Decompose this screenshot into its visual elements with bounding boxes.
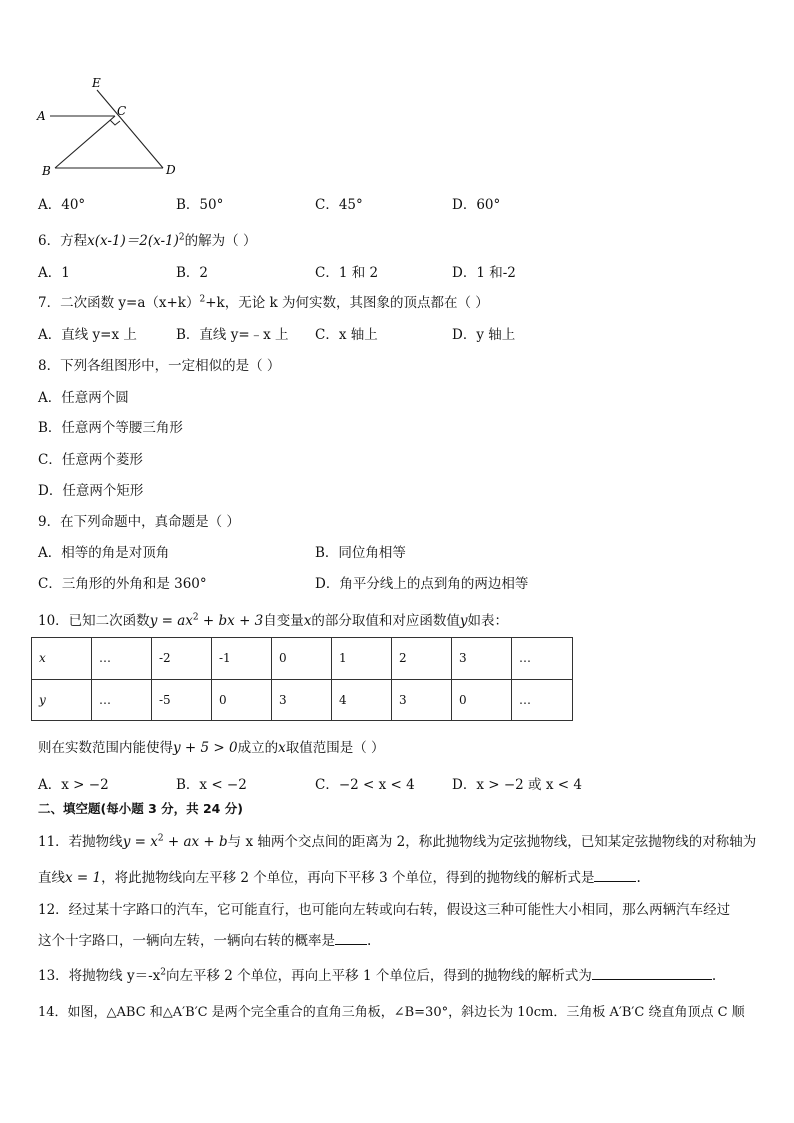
q6-option-c[interactable]: C．1 和 2 xyxy=(315,265,379,281)
table-cell: -2 xyxy=(152,638,212,680)
q8-option-b[interactable]: B．任意两个等腰三角形 xyxy=(38,420,183,436)
table-cell: … xyxy=(92,679,152,721)
q6-option-a[interactable]: A．1 xyxy=(38,265,70,281)
q10-value-table xyxy=(31,637,573,721)
q12-line1: 12．经过某十字路口的汽车，它可能直行，也可能向左转或向右转，假设这三种可能性大小相同，那么两辆汽车经过 xyxy=(38,902,731,918)
q14-line1: 14．如图，△ABC 和△A′B′C 是两个完全重合的直角三角板，∠B=30°，斜边长为 10cm．三角板 A′B′C 绕直角顶点 C 顺 xyxy=(38,1005,745,1020)
q10-option-b[interactable]: B．x < −2 xyxy=(176,777,247,793)
table-cell: x xyxy=(32,638,92,680)
table-row-y xyxy=(32,679,573,721)
q10-stem: 10．已知二次函数$y = ax^2$ + bx + 3自变量x的部分取值和对应函数值y如表： xyxy=(38,612,509,629)
q7-stem: 7．二次函数 $y=a(x+k)^2+k$，无论 k 为何实数，其图象的顶点都在（ ） xyxy=(38,294,489,311)
table-cell: 0 xyxy=(452,679,512,721)
q8-stem: 8．下列各组图形中，一定相似的是（ ） xyxy=(38,358,281,374)
table-cell: 4 xyxy=(332,679,392,721)
section-title: 二、填空题(每小题 3 分，共 24 分) xyxy=(38,801,243,816)
table-cell: y xyxy=(32,679,92,721)
q9-option-d[interactable]: D．角平分线上的点到角的两边相等 xyxy=(315,576,529,592)
q7-option-a[interactable]: A．直线 y=x 上 xyxy=(38,327,137,343)
q7-option-b[interactable]: B．直线 y=﹣x 上 xyxy=(176,327,289,343)
table-cell: … xyxy=(512,679,573,721)
table-cell: 0 xyxy=(272,638,332,680)
table-cell: 3 xyxy=(272,679,332,721)
q9-option-c[interactable]: C．三角形的外角和是 360° xyxy=(38,576,207,592)
q7-option-d[interactable]: D．y 轴上 xyxy=(452,327,516,343)
table-row-x xyxy=(32,638,573,680)
q12-line2: 这个十字路口，一辆向左转，一辆向右转的概率是 . xyxy=(38,933,372,949)
table-cell: 3 xyxy=(452,638,512,680)
label-a: A xyxy=(37,109,46,123)
q6-stem: 6．方程$x(x-1)=2(x-1)^2$的解为（ ） xyxy=(38,232,257,249)
table-cell: 1 xyxy=(332,638,392,680)
segment-ec-d xyxy=(97,90,163,168)
q10-follow-up: 则在实数范围内能使得y + 5 > 0成立的x取值范围是（ ） xyxy=(38,740,385,756)
q9-option-b[interactable]: B．同位角相等 xyxy=(315,545,406,561)
segment-bc xyxy=(55,116,115,168)
label-b: B xyxy=(42,164,51,178)
table-cell: -1 xyxy=(212,638,272,680)
q8-option-a[interactable]: A．任意两个圆 xyxy=(38,390,129,406)
q10-option-a[interactable]: A．x > −2 xyxy=(38,777,109,793)
table-cell: … xyxy=(512,638,573,680)
table-cell: … xyxy=(92,638,152,680)
table-cell: 2 xyxy=(392,638,452,680)
q9-option-a[interactable]: A．相等的角是对顶角 xyxy=(38,545,170,561)
q11-line1: 11．若抛物线$y = x^2$ + ax + b与 x 轴两个交点间的距离为 2，称此抛物线为定弦抛物线，已知某定弦抛物线的对称轴为 xyxy=(38,833,757,850)
q8-option-d[interactable]: D．任意两个矩形 xyxy=(38,483,144,499)
answer-blank[interactable] xyxy=(592,967,712,980)
right-angle-mark xyxy=(110,120,120,125)
q5-option-a[interactable]: A．40° xyxy=(38,197,86,213)
label-c: C xyxy=(117,104,127,118)
q6-option-b[interactable]: B．2 xyxy=(176,265,209,281)
q13-stem: 13．将抛物线 $y=-x^2$向左平移 2 个单位，再向上平移 1 个单位后，得到的抛物线的解析式为 . xyxy=(38,967,717,984)
geometry-figure xyxy=(30,70,190,180)
q5-option-d[interactable]: D．60° xyxy=(452,197,501,213)
label-e: E xyxy=(92,76,101,90)
label-d: D xyxy=(166,163,176,177)
q6-option-d[interactable]: D．1 和-2 xyxy=(452,265,516,281)
table-cell: 3 xyxy=(392,679,452,721)
q9-stem: 9．在下列命题中，真命题是（ ） xyxy=(38,514,240,530)
q10-option-c[interactable]: C．−2 < x < 4 xyxy=(315,777,415,793)
q5-option-c[interactable]: C．45° xyxy=(315,197,363,213)
q7-option-c[interactable]: C．x 轴上 xyxy=(315,327,378,343)
q10-option-d[interactable]: D．x > −2 或 x < 4 xyxy=(452,777,582,793)
q5-option-b[interactable]: B．50° xyxy=(176,197,224,213)
answer-blank[interactable] xyxy=(335,932,367,945)
q8-option-c[interactable]: C．任意两个菱形 xyxy=(38,452,143,468)
answer-blank[interactable] xyxy=(594,869,636,882)
table-cell: -5 xyxy=(152,679,212,721)
q11-line2: 直线x = 1，将此抛物线向左平移 2 个单位，再向下平移 3 个单位，得到的抛物线的解析式是 . xyxy=(38,870,641,886)
table-cell: 0 xyxy=(212,679,272,721)
